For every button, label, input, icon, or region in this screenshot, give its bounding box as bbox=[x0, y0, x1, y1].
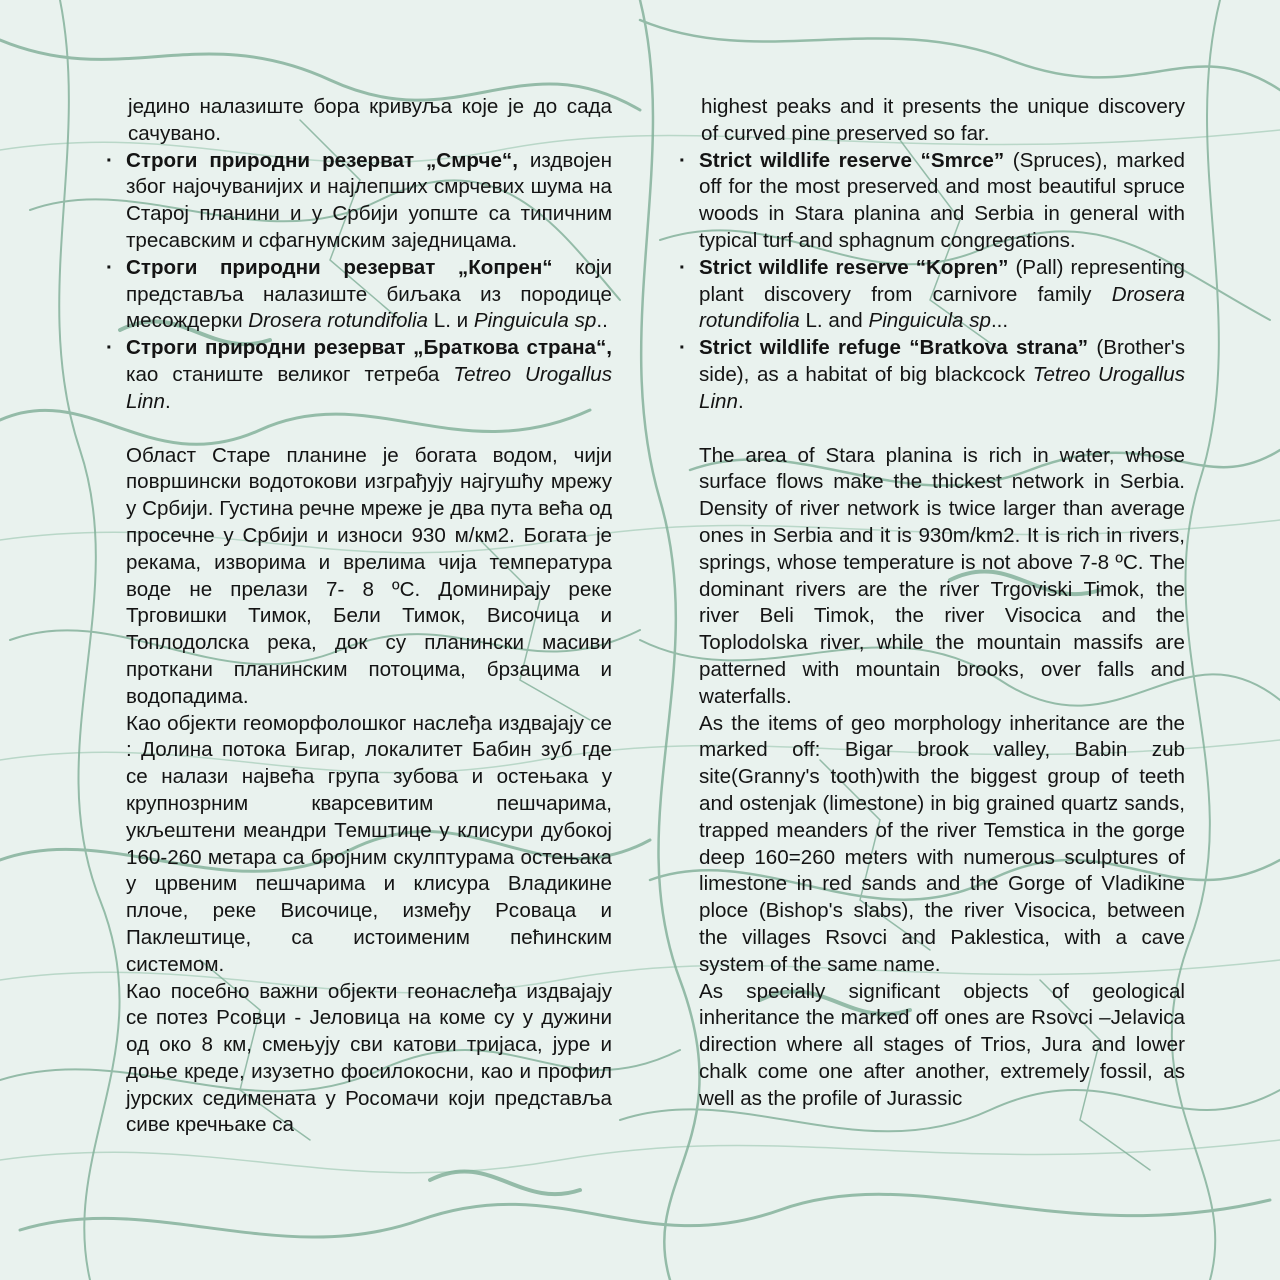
latin-name: Pinguicula sp bbox=[473, 309, 597, 333]
right-text-column bbox=[679, 94, 1185, 1112]
reserve-description-cont: L. и bbox=[428, 309, 474, 333]
list-item bbox=[106, 255, 612, 335]
bullet-marker: · bbox=[106, 336, 113, 360]
reserve-title: Strict wildlife reserve “Smrce” bbox=[699, 148, 1005, 172]
right-intro-text: highest peaks and it presents the unique discovery of curved pine preserved so far. bbox=[701, 95, 1185, 145]
right-reserve-list bbox=[679, 148, 1185, 416]
reserve-title: Строги природни резерват „Браткова страна“, bbox=[126, 336, 612, 360]
latin-name: Tetreo Urogallus Linn bbox=[126, 362, 612, 413]
reserve-description: (Pall) representing plant discovery from carnivore family bbox=[699, 255, 1185, 306]
list-item bbox=[679, 335, 1185, 415]
list-item bbox=[679, 255, 1185, 335]
reserve-description: као станиште великог тетреба bbox=[126, 362, 454, 386]
list-item bbox=[106, 335, 612, 415]
reserve-title: Строги природни резерват „Копрен“ bbox=[126, 255, 553, 279]
body-paragraph: As specially significant objects of geological inheritance the marked off ones are Rsovci –Jelavica direction where all stages of Trios, Jura and lower chalk come one after another, extremely fossil, as well as the profile of Jurassic bbox=[699, 979, 1185, 1110]
left-intro-text: једино налазиште бора кривуља које је до сада сачувано. bbox=[128, 95, 612, 145]
reserve-description-cont: . bbox=[164, 389, 171, 413]
left-text-column bbox=[106, 94, 612, 1139]
body-paragraph: The area of Stara planina is rich in water, whose surface flows make the thickest network in Serbia. Density of river network is twice larger than average ones in Serbia and it is 930m/km2. It is rich in rivers, springs, whose temperature is not above 7-8 ºC. The dominant rivers are the river Trgoviski Timok, the river Beli Timok, the river Visocica and the Toplodolska river, while the mountain massifs are patterned with mountain brooks, over falls and waterfalls. bbox=[699, 443, 1185, 708]
body-paragraph: Као објекти геоморфолошког наслеђа издвајају се : Долина потока Бигар, локалитет Бабин зуб где се налази највећа група зубова и остењака у крупнозрним кварсевитим пешчарима, укљештени меандри Темштице у клисури дубокој 160-260 метара са бројним скулптурама остењака у црвеним пешчарима и клисура Владикине плоче, реке Височице, између Рсоваца и Паклештице, са истоименим пећинским системом. bbox=[126, 711, 612, 976]
body-paragraph: Област Старе планине је богата водом, чији површински водотокови изграђују најгушћу мрежу у Србији. Густина речне мреже је два пута већа од просечне у Србији и износи 930 м/км2. Богата је рекама, изворима и врелима чија температура воде не прелази 7- 8 ºC. Доминирају реке Трговишки Тимок, Бели Тимок, Височица и Топлодолска река, док су планински масиви проткани планинским потоцима, брзацима и водопадима. bbox=[126, 443, 612, 708]
bullet-marker: · bbox=[106, 148, 113, 172]
bullet-marker: · bbox=[106, 255, 113, 279]
reserve-title: Strict wildlife refuge “Bratkova strana” bbox=[699, 336, 1089, 360]
list-item bbox=[106, 148, 612, 255]
reserve-description-tail: ... bbox=[990, 309, 1009, 333]
reserve-description: (Spruces), marked off for the most preserved and most beautiful spruce woods in Stara planina and Serbia in general with typical turf and sphagnum congregations. bbox=[699, 148, 1185, 252]
latin-name: Drosera rotundifolia bbox=[699, 282, 1185, 333]
bullet-marker: · bbox=[679, 336, 686, 360]
bullet-marker: · bbox=[679, 148, 686, 172]
list-item bbox=[679, 148, 1185, 255]
reserve-title: Строги природни резерват „Смрче“, bbox=[126, 148, 518, 172]
reserve-description: (Brother's side), as a habitat of big blackcock bbox=[699, 336, 1185, 386]
latin-name: Pinguicula sp bbox=[868, 309, 991, 333]
reserve-description-tail: .. bbox=[596, 309, 608, 333]
bullet-marker: · bbox=[679, 255, 686, 279]
reserve-description-cont: L. and bbox=[799, 309, 869, 333]
latin-name: Tetreo Urogallus Linn bbox=[699, 362, 1185, 413]
body-paragraph: Као посебно важни објекти геонаслеђа издвајају се потез Рсовци - Јеловица на коме су у дужини од око 8 км, смењују сви катови тријаса, јуре и доње креде, изузетно фосилокосни, као и профил јурских седимената у Росомачи који представља сиве кречњаке са bbox=[126, 979, 612, 1137]
reserve-description-cont: . bbox=[737, 389, 744, 413]
body-paragraph: As the items of geo morphology inheritance are the marked off: Bigar brook valley, Babin zub site(Granny's tooth)with the biggest group of teeth and ostenjak (limestone) in big grained quartz sands, trapped meanders of the river Temstica in the gorge deep 160=260 meters with numerous sculptures of limestone in red sands and the Gorge of Vladikine ploce (Bishop's slabs), the river Visocica, between the villages Rsovci and Paklestica, with a cave system of the same name. bbox=[699, 711, 1185, 976]
reserve-description: који представља налазиште биљака из породице месождерки bbox=[126, 255, 612, 333]
left-reserve-list bbox=[106, 148, 612, 416]
reserve-description: издвојен због најочуванијих и најлепших смрчевих шума на Старој планини и у Србији уопште са типичним тресавским и сфагнумским заједницама. bbox=[126, 148, 612, 252]
reserve-title: Strict wildlife reserve “Kopren” bbox=[699, 255, 1009, 279]
latin-name: Drosera rotundifolia bbox=[248, 309, 429, 333]
